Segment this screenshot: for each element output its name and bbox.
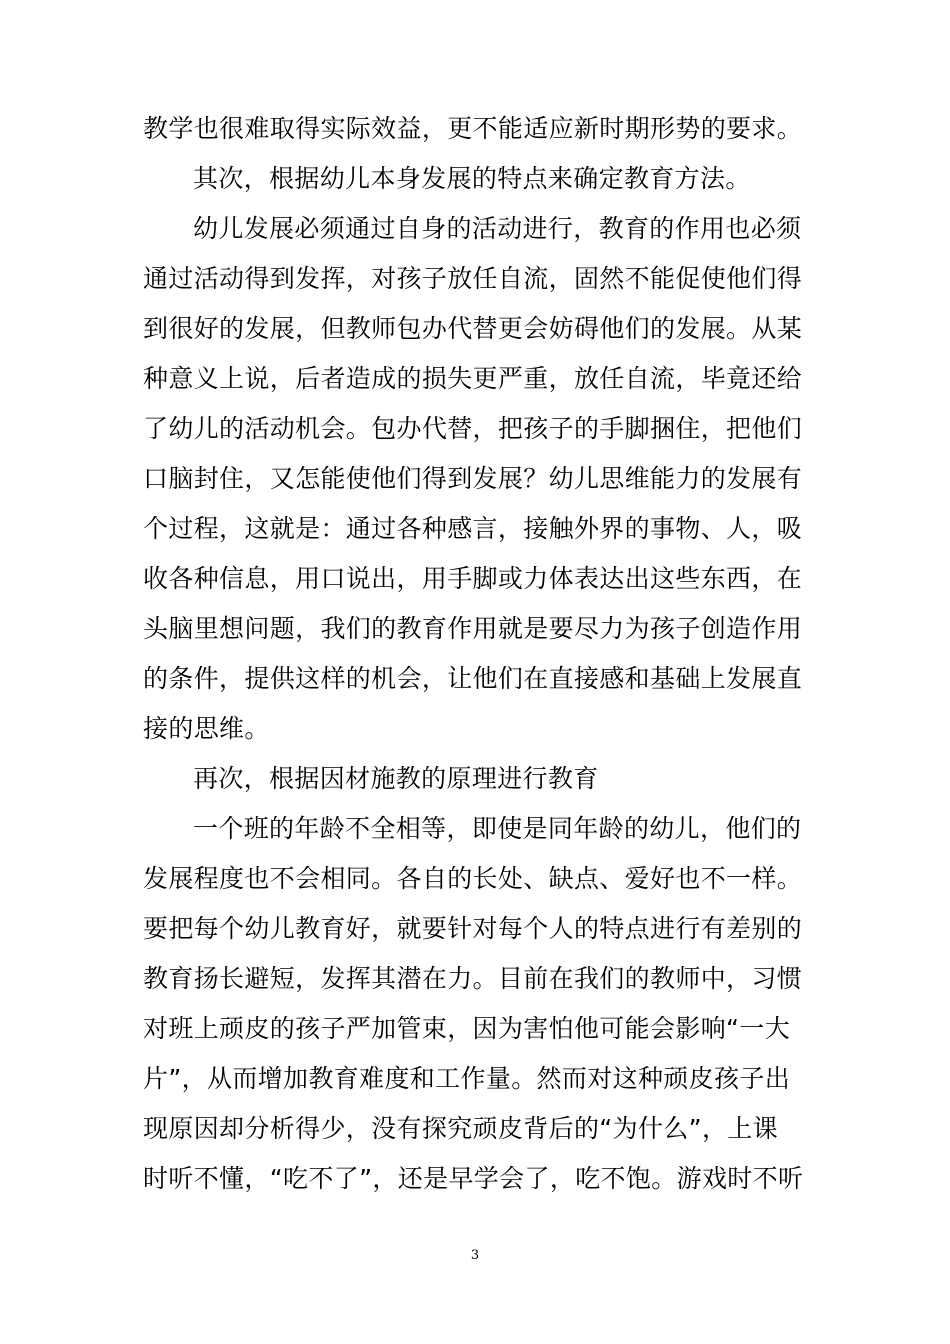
text-line: 对班上顽皮的孩子严加管束，因为害怕他可能会影响“一大 — [143, 1014, 791, 1043]
section-heading: 再次，根据因材施教的原理进行教育 — [193, 764, 599, 793]
text-line: 头脑里想问题，我们的教育作用就是要尽力为孩子创造作用 — [143, 614, 803, 643]
paragraph-start: 幼儿发展必须通过自身的活动进行，教育的作用也必须 — [193, 214, 802, 243]
text-line: 教育扬长避短，发挥其潜在力。目前在我们的教师中，习惯 — [143, 964, 803, 993]
text-line: 收各种信息，用口说出，用手脚或力体表达出这些东西，在 — [143, 564, 803, 593]
text-line: 时听不懂，“吃不了”，还是早学会了，吃不饱。游戏时不听 — [143, 1164, 804, 1193]
text-line: 要把每个幼儿教育好，就要针对每个人的特点进行有差别的 — [143, 914, 803, 943]
text-line: 接的思维。 — [143, 714, 270, 743]
text-line: 了幼儿的活动机会。包办代替，把孩子的手脚捆住，把他们 — [143, 414, 803, 443]
text-line: 种意义上说，后者造成的损失更严重，放任自流，毕竟还给 — [143, 364, 803, 393]
body-text — [143, 104, 811, 1204]
text-line: 到很好的发展，但教师包办代替更会妨碍他们的发展。从某 — [143, 314, 803, 343]
text-line: 口脑封住，又怎能使他们得到发展？幼儿思维能力的发展有 — [143, 464, 803, 493]
text-line: 片”，从而增加教育难度和工作量。然而对这种顽皮孩子出 — [143, 1064, 791, 1093]
text-line: 的条件，提供这样的机会，让他们在直接感和基础上发展直 — [143, 664, 803, 693]
paragraph-start: 一个班的年龄不全相等，即使是同年龄的幼儿，他们的 — [193, 814, 802, 843]
text-line: 个过程，这就是：通过各种感言，接触外界的事物、人，吸 — [143, 514, 803, 543]
text-line: 发展程度也不会相同。各自的长处、缺点、爱好也不一样。 — [143, 864, 803, 893]
page-number: 3 — [470, 1248, 480, 1263]
section-heading: 其次，根据幼儿本身发展的特点来确定教育方法。 — [193, 164, 751, 193]
text-line: 通过活动得到发挥，对孩子放任自流，固然不能促使他们得 — [143, 264, 803, 293]
text-line: 现原因却分析得少，没有探究顽皮背后的“为什么”，上课 — [143, 1114, 779, 1143]
text-line: 教学也很难取得实际效益，更不能适应新时期形势的要求。 — [143, 114, 803, 143]
